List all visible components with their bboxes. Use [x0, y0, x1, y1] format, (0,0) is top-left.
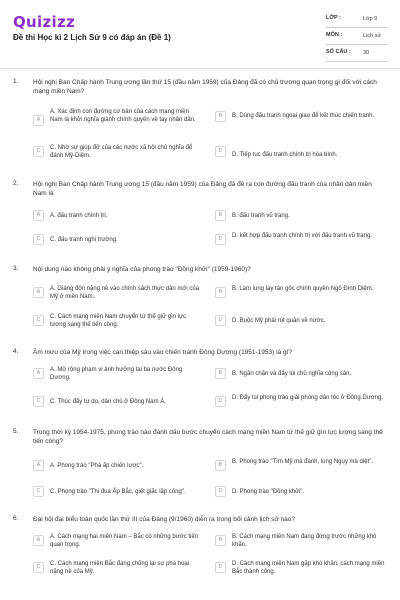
question-text: Hội nghị Ban Chấp hành Trung ương 15 (đầu năm 1959) của Đảng đã đề ra con đường đấu tranh của nhân dân miền Nam là	[33, 181, 372, 197]
option-text: B. Cách mạng miền Nam đang đứng trước những khó khăn.	[232, 534, 377, 548]
option-letter-box: B	[215, 460, 226, 471]
option-text: D. kết hợp đấu tranh chính trị với đấu tranh vũ trang.	[232, 233, 372, 239]
meta-row-subject	[326, 30, 388, 45]
option-text: A. Giáng đòn nặng nề vào chính sách thực dân mới của Mỹ ở miền Nam.	[50, 286, 200, 300]
option-letter-box: A	[33, 368, 44, 379]
option-letter-box: B	[215, 535, 226, 546]
option-text: A. Mở rộng phạm vi ảnh hưởng tại ba nước Đông Dương.	[50, 367, 183, 381]
option-letter-box: A	[33, 460, 44, 471]
quizizz-logo: Quizizz	[13, 13, 76, 31]
option-letter-box: B	[215, 210, 226, 221]
meta-label-count: SỐ CÂU :	[326, 49, 351, 55]
meta-row-class	[326, 13, 388, 28]
option-letter-box: C	[33, 562, 44, 573]
option-text: C. Cách mạng miền Bắc đang chống lại sự phá hoại nặng nề của Mỹ.	[50, 561, 190, 575]
option-letter-box: A	[33, 535, 44, 546]
question-number: 4.	[13, 348, 19, 355]
page-header	[0, 0, 400, 66]
question-text: Âm mưu của Mỹ trong việc can thiệp sâu vào chiến tranh Đông Dương (1951-1953) là gì?	[33, 349, 293, 356]
question-number: 3.	[13, 265, 19, 272]
option-letter-box: D	[215, 234, 226, 245]
option-letter-box: B	[215, 368, 226, 379]
option-letter-box: D	[215, 146, 226, 157]
option-text: A. Xác định con đường cơ bản của cách mạng miền Nam là khởi nghĩa giành chính quyền về tay nhân dân.	[50, 109, 196, 123]
option-text: A. đấu tranh chính trị.	[50, 213, 108, 219]
question-text: Hội nghị Ban Chấp hành Trung ương lần thứ 15 (đầu năm 1959) của Đảng đã có chủ trương quan trọng gì đối với cách mạng miền Nam?	[33, 79, 377, 95]
option-text: B. Phong trào "Tìm Mỹ mà đánh, lùng Ngụy mà diệt".	[232, 459, 373, 465]
option-letter-box: B	[215, 111, 226, 122]
option-letter-box: A	[33, 115, 44, 126]
option-text: B. Dùng đấu tranh ngoại giao để kết thúc chiến tranh.	[232, 113, 375, 119]
option-text: C. Nhờ sự giúp đỡ của các nước xã hội chủ nghĩa để đánh Mỹ-Diệm.	[50, 145, 193, 159]
question-text: Trong thời kỳ 1954-1975, phong trào nào đánh dấu bước chuyển cách mạng miền Nam từ thế giữ gìn lực lượng sang thế tiến công?	[33, 429, 383, 445]
meta-value-count: 30	[363, 50, 370, 56]
option-letter-box: C	[33, 315, 44, 326]
option-letter-box: D	[215, 315, 226, 326]
meta-box	[326, 13, 388, 64]
option-text: D. Buộc Mỹ phải rút quân về nước.	[232, 318, 326, 324]
option-text: D. Tiếp tục đấu tranh chính trị hòa bình.	[232, 152, 338, 158]
question-number: 2.	[13, 180, 19, 187]
option-text: C. Cách mạng miền Nam chuyển từ thế giữ gìn lực lượng sang thế tiến công.	[50, 314, 187, 328]
option-letter-box: C	[33, 486, 44, 497]
option-letter-box: C	[33, 146, 44, 157]
option-letter-box: D	[215, 486, 226, 497]
question-text: Đại hội đại biểu toàn quốc lần thứ III của Đảng (9/1960) diễn ra trong bối cảnh lịch sử nào?	[33, 516, 296, 523]
option-letter-box: C	[33, 396, 44, 407]
meta-row-count	[326, 47, 388, 62]
header-divider	[0, 68, 400, 69]
meta-label-subject: MÔN :	[326, 32, 343, 38]
option-text: B. Làm lung lay tận gốc chính quyền Ngô Đình Diệm.	[232, 286, 374, 292]
option-text: B. Ngăn chặn và đẩy lùi chủ nghĩa cộng sản.	[232, 371, 352, 377]
option-letter-box: D	[215, 562, 226, 573]
document-title: Đề thi Học kì 2 Lịch Sử 9 có đáp án (Đề 1)	[13, 33, 171, 42]
option-text: A. Phong trào "Phá ấp chiến lược".	[50, 463, 144, 469]
question-text: Nội dung nào không phải ý nghĩa của phong trào "Đồng khởi" (1959-1960)?	[33, 266, 251, 273]
meta-value-subject: Lịch sử	[363, 33, 382, 39]
option-text: C. đấu tranh nghị trường.	[50, 237, 118, 243]
question-number: 1.	[13, 78, 19, 85]
option-letter-box: A	[33, 287, 44, 298]
option-letter-box: D	[215, 396, 226, 407]
option-letter-box: A	[33, 210, 44, 221]
option-text: C. Phong trào "Thi đua Ấp Bắc, giết giặc lập công".	[50, 489, 186, 495]
option-text: A. Cách mạng hai miền Nam – Bắc có những bước tiến quan trọng.	[50, 534, 199, 548]
option-text: D. Cách mạng miền Nam gặp khó khăn, cách mạng miền Bắc thành công.	[232, 561, 385, 575]
meta-label-class: LỚP :	[326, 15, 341, 21]
meta-value-class: Lớp 9	[363, 16, 378, 22]
question-number: 5.	[13, 428, 19, 435]
option-letter-box: B	[215, 287, 226, 298]
question-number: 6.	[13, 515, 19, 522]
option-text: B. đấu tranh vũ trang.	[232, 213, 290, 219]
option-letter-box: C	[33, 234, 44, 245]
option-text: D. Phong trào "Đồng khởi".	[232, 489, 305, 495]
option-text: D. Đẩy lùi phong trào giải phóng dân tộc ở Đông Dương.	[232, 395, 383, 401]
option-text: C. Thúc đẩy tự do, dân chủ ở Đông Nam Á.	[50, 399, 166, 405]
